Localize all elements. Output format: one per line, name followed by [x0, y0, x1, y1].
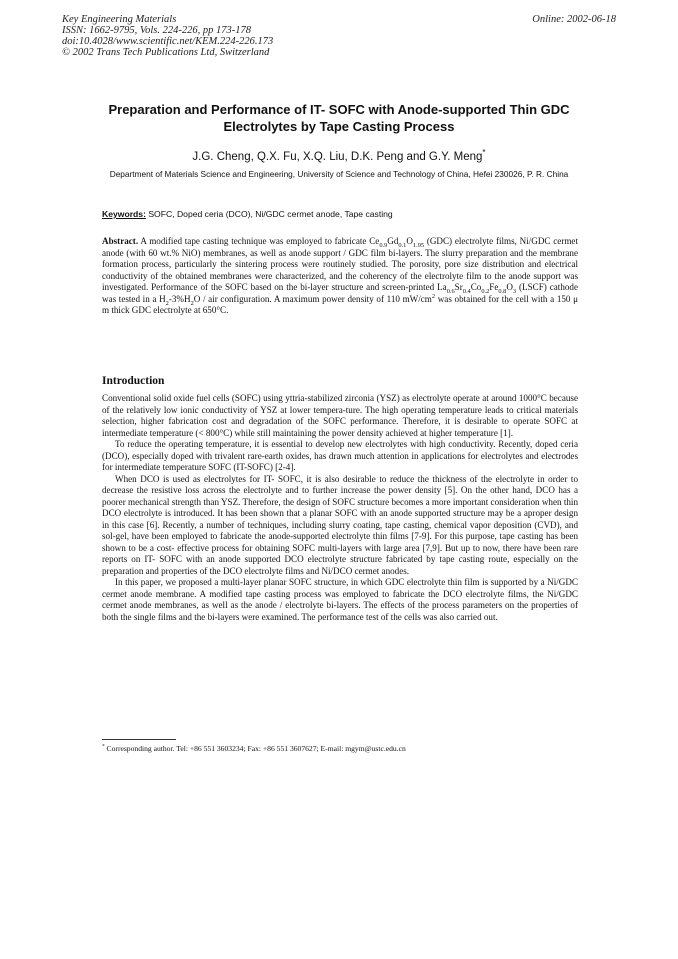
footnote — [102, 744, 406, 753]
footnote-mark: * — [102, 743, 105, 750]
abstract-label: Abstract. — [102, 236, 139, 246]
intro-paragraph: To reduce the operating temperature, it is essential to develop new electrolytes with high conductivity. Recently, doped ceria (DCO), especially doped with trivalent rare-earth oxides, has drawn much attention in applications for electrolytes and electrodes for intermediate temperature SOFC (IT-SOFC) [2-4]. — [102, 439, 578, 472]
author-names: J.G. Cheng, Q.X. Fu, X.Q. Liu, D.K. Peng and G.Y. Meng — [192, 151, 483, 163]
online-date: Online: 2002-06-18 — [532, 14, 616, 25]
subscript: 0.6 — [446, 287, 455, 295]
subscript: 3 — [512, 287, 517, 295]
footnote-divider — [102, 739, 176, 740]
abstract-text: Fe — [489, 282, 499, 292]
abstract-text: Co — [470, 282, 482, 292]
footnote-text: Corresponding author. Tel: +86 551 3603234; Fax: +86 551 3607627; E-mail: mgym@ustc.edu.cn — [104, 744, 406, 753]
subscript: 0.2 — [481, 287, 490, 295]
abstract-text: O — [506, 282, 513, 292]
intro-paragraph: When DCO is used as electrolytes for IT- SOFC, it is also desirable to reduce the thickness of the electrolyte in order to decrease the resistive loss across the electrolyte and to further increase the power density [5]. On the other hand, DCO has a poorer mechanical strength than YSZ. Therefore, the design of SOFC structure becomes a more important consideration when thin DCO electrolyte is introduced. It has been shown that a planar SOFC with an anode supported structure may be a aproper design in this case [6]. Recently, a number of techniques, including slurry coating, tape casting, chemical vapor deposition (CVD), and sol-gel, have been employed to fabricate the anode-supported electrolyte thin films [7-9]. For this purpose, tape casting has been shown to be a cost- effective process for obtaining SOFC multi-layers with large area [7,9]. But up to now, there have been rare reports on IT- SOFC with an anode supported DCO electrolyte structure fabricated by tape casting route, especially on the preparation and properties of the DCO electrolyte films and Ni/DCO cermet anodes. — [102, 473, 578, 576]
abstract-text: -3%H — [168, 293, 191, 304]
corresponding-mark: * — [482, 148, 486, 158]
subscript: 0.1 — [398, 241, 407, 249]
abstract-text: O / air configuration. A maximum power density of 110 mW/cm — [193, 293, 432, 304]
introduction-body — [102, 393, 578, 623]
abstract-text: (LSCF) cathode was tested in a H — [102, 282, 578, 304]
abstract-text: (GDC) electrolyte films, Ni/GDC cermet anode (with 60 wt.% NiO) membranes, as well as anode support / GDC film bi-layers. The slurry preparation and the membrane formation process, particularly the sintering process were routinely studied. The porosity, pore size distribution and electrical conductivity of the obtained membranes were characterized, and the coherency of the electrolyte film to the anode support was investigated. Performance of the SOFC based on the bi-layer structure and screen-printed La — [102, 236, 578, 292]
keywords-label: Keywords: — [102, 209, 146, 219]
author-list — [80, 148, 598, 163]
abstract — [102, 236, 578, 317]
abstract-text: O — [406, 236, 413, 246]
subscript: 1.95 — [412, 241, 425, 249]
paper-title: Preparation and Performance of IT- SOFC with Anode-supported Thin GDC Electrolytes by Tape Casting Process — [108, 102, 570, 134]
abstract-paragraph — [102, 236, 578, 317]
issn-line: ISSN: 1662-9795, Vols. 224-226, pp 173-178 — [62, 25, 251, 36]
intro-paragraph: In this paper, we proposed a multi-layer planar SOFC structure, in which GDC electrolyte thin film is supported by a Ni/GDC cermet anode membrane. A modified tape casting process was employed to fabricate the DCO electrolyte films, the Ni/GDC cermet anode membranes, as well as the anode / electrolyte bi-layers. The effects of the process parameters on the properties of both the single films and the bi-layers were examined. The performance test of the cells was also carried out. — [102, 577, 578, 622]
doi-line: doi:10.4028/www.scientific.net/KEM.224-226.173 — [62, 36, 274, 47]
copyright-line: © 2002 Trans Tech Publications Ltd, Switzerland — [62, 47, 270, 58]
journal-name: Key Engineering Materials — [62, 14, 177, 25]
subscript: 0.4 — [462, 287, 471, 295]
subscript: 0.8 — [498, 287, 507, 295]
journal-header — [62, 14, 273, 58]
subscript: 2 — [165, 299, 169, 307]
subscript: 2 — [190, 299, 194, 307]
abstract-text: was obtained for the cell with a 150 μ m thick GDC electrolyte at 650°C. — [102, 293, 579, 315]
abstract-text: A modified tape casting technique was employed to fabricate Ce — [138, 236, 380, 246]
keywords-text: SOFC, Doped ceria (DCO), Ni/GDC cermet anode, Tape casting — [145, 209, 393, 219]
keywords-line — [102, 209, 393, 219]
abstract-text: Sr — [454, 282, 463, 292]
subscript: 0.9 — [379, 241, 388, 249]
section-heading: Introduction — [102, 375, 165, 387]
abstract-text: Gd — [387, 236, 399, 246]
superscript: 2 — [431, 292, 436, 300]
affiliation: Department of Materials Science and Engineering, University of Science and Technology of China, Hefei 230026, P. R. China — [109, 169, 569, 179]
intro-paragraph: Conventional solid oxide fuel cells (SOFC) using yttria-stabilized zirconia (YSZ) as electrolyte operate at around 1000°C because of the relatively low ionic conductivity of YSZ at lower tempera-ture. The high operating temperature leads to critical materials selection, higher fabrication cost and degradation of the SOFC performance. Therefore, it is desirable to operate SOFC at intermediate temperature (< 800°C) while still maintaining the power density achieved at higher temperature [1]. — [102, 393, 578, 438]
